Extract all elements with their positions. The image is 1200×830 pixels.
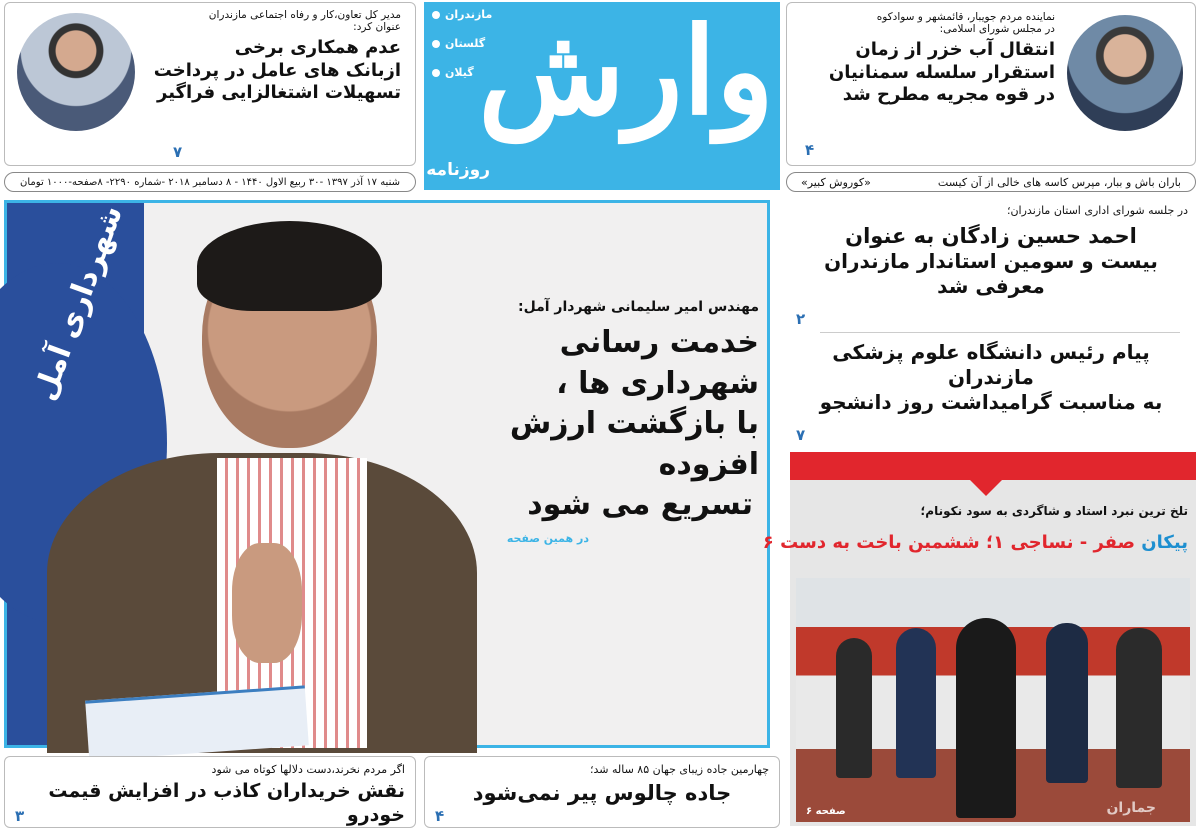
player-figure xyxy=(896,628,936,778)
page-reference: صفحه ۶ xyxy=(806,806,846,817)
watermark: جماران xyxy=(1106,800,1156,816)
page-number: ۴ xyxy=(435,807,445,825)
region-bullet-icon xyxy=(432,69,440,77)
masthead-label: روزنامه xyxy=(426,160,490,180)
sports-story[interactable] xyxy=(762,452,1196,826)
story-headline: جاده چالوس پیر نمی‌شود xyxy=(472,781,732,805)
page-number: ۲ xyxy=(796,310,806,328)
story-headline: عدم همکاری برخی xyxy=(234,37,401,58)
sports-headline: صفر - نساجی ۱؛ ششمین باخت به دست ۶ xyxy=(762,532,1136,553)
story-kicker: اگر مردم نخرند،دست دلالها کوتاه می شود xyxy=(211,763,405,776)
page-number: ۴ xyxy=(805,141,815,159)
quote-text: باران باش و ببار، مپرس کاسه های خالی از آن کیست xyxy=(937,175,1181,189)
masthead-regions xyxy=(432,8,502,79)
story-headline: به مناسبت گرامیداشت روز دانشجو xyxy=(819,390,1163,414)
story-headline: نقش خریداران کاذب در افزایش قیمت خودرو xyxy=(48,780,405,826)
story-headline: احمد حسین زادگان به عنوان xyxy=(845,224,1137,248)
region-label: گلستان xyxy=(445,37,486,50)
sports-header-notch xyxy=(970,480,1002,496)
issue-info-text: شنبه ۱۷ آذر ۱۳۹۷ -۳۰ ربیع الاول ۱۴۴۰ - ۸ دسامبر ۲۰۱۸ -شماره ۲۲۹۰- ۸صفحه-۱۰۰۰ تومان xyxy=(20,176,400,188)
sports-kicker: تلخ ترین نبرد استاد و شاگردی به سود نکونام؛ xyxy=(920,504,1188,518)
top-right-story[interactable] xyxy=(786,2,1196,166)
person-hand xyxy=(232,543,302,663)
masthead-logo: وارش xyxy=(478,1,774,142)
background-sign-text: شهرداری آمل xyxy=(27,200,130,405)
sports-team-name: پیکان xyxy=(1141,532,1188,553)
story-headline: پیام رئیس دانشگاه علوم پزشکی مازندران xyxy=(832,340,1150,389)
page-number: ۷ xyxy=(796,426,806,444)
region-label: گیلان xyxy=(445,66,474,79)
masthead xyxy=(424,2,780,190)
region-label: مازندران xyxy=(445,8,493,21)
story-kicker: نماینده مردم جویبار، قائمشهر و سوادکوه xyxy=(876,11,1055,23)
story-headline: در قوه مجریه مطرح شد xyxy=(842,84,1055,105)
player-figure xyxy=(956,618,1016,818)
page-reference: در همین صفحه xyxy=(506,531,589,545)
column-divider xyxy=(820,332,1180,333)
issue-info-bar xyxy=(4,172,416,192)
story-kicker: چهارمین جاده زیبای جهان ۸۵ ساله شد؛ xyxy=(589,763,769,776)
player-figure xyxy=(1116,628,1162,788)
main-story-headline: با بازگشت ارزش افزوده xyxy=(509,406,759,482)
person-hair xyxy=(197,221,382,311)
story-headline: ازبانک های عامل در پرداخت xyxy=(153,59,401,81)
player-figure xyxy=(836,638,872,778)
story-headline: بیست و سومین استاندار مازندران معرفی شد xyxy=(824,249,1158,299)
region-bullet-icon xyxy=(432,11,440,19)
main-story-kicker: مهندس امیر سلیمانی شهردار آمل: xyxy=(517,299,759,315)
main-story-headline: خدمت رسانی شهرداری ها ، xyxy=(556,325,759,401)
quote-author: «کوروش کبیر» xyxy=(801,175,871,189)
story-kicker: در جلسه شورای اداری استان مازندران؛ xyxy=(1006,204,1188,217)
top-left-story[interactable] xyxy=(4,2,416,166)
bottom-left-story[interactable] xyxy=(4,756,416,828)
main-story-headline: تسریع می شود xyxy=(527,487,753,522)
story-headline: تسهیلات اشتغالزایی فراگیر xyxy=(157,82,401,103)
story-headline: انتقال آب خزر از زمان xyxy=(855,39,1055,60)
portrait-photo xyxy=(1067,15,1183,131)
right-story-1[interactable] xyxy=(786,204,1196,328)
player-figure xyxy=(1046,623,1088,783)
main-story[interactable] xyxy=(4,200,770,748)
sports-header-bar xyxy=(790,452,1196,480)
bottom-mid-story[interactable] xyxy=(424,756,780,828)
region-bullet-icon xyxy=(432,40,440,48)
story-kicker: مدیر کل تعاون،کار و رفاه اجتماعی مازندران xyxy=(208,9,401,21)
page-number: ۳ xyxy=(15,807,25,825)
sports-photo xyxy=(796,578,1190,822)
right-story-2[interactable] xyxy=(786,340,1196,444)
quote-bar xyxy=(786,172,1196,192)
story-kicker: عنوان کرد: xyxy=(353,21,401,33)
story-headline: استقرار سلسله سمنانیان xyxy=(828,61,1055,83)
page-number: ۷ xyxy=(173,143,183,161)
story-kicker: در مجلس شورای اسلامی: xyxy=(939,23,1055,35)
portrait-photo xyxy=(17,13,135,131)
